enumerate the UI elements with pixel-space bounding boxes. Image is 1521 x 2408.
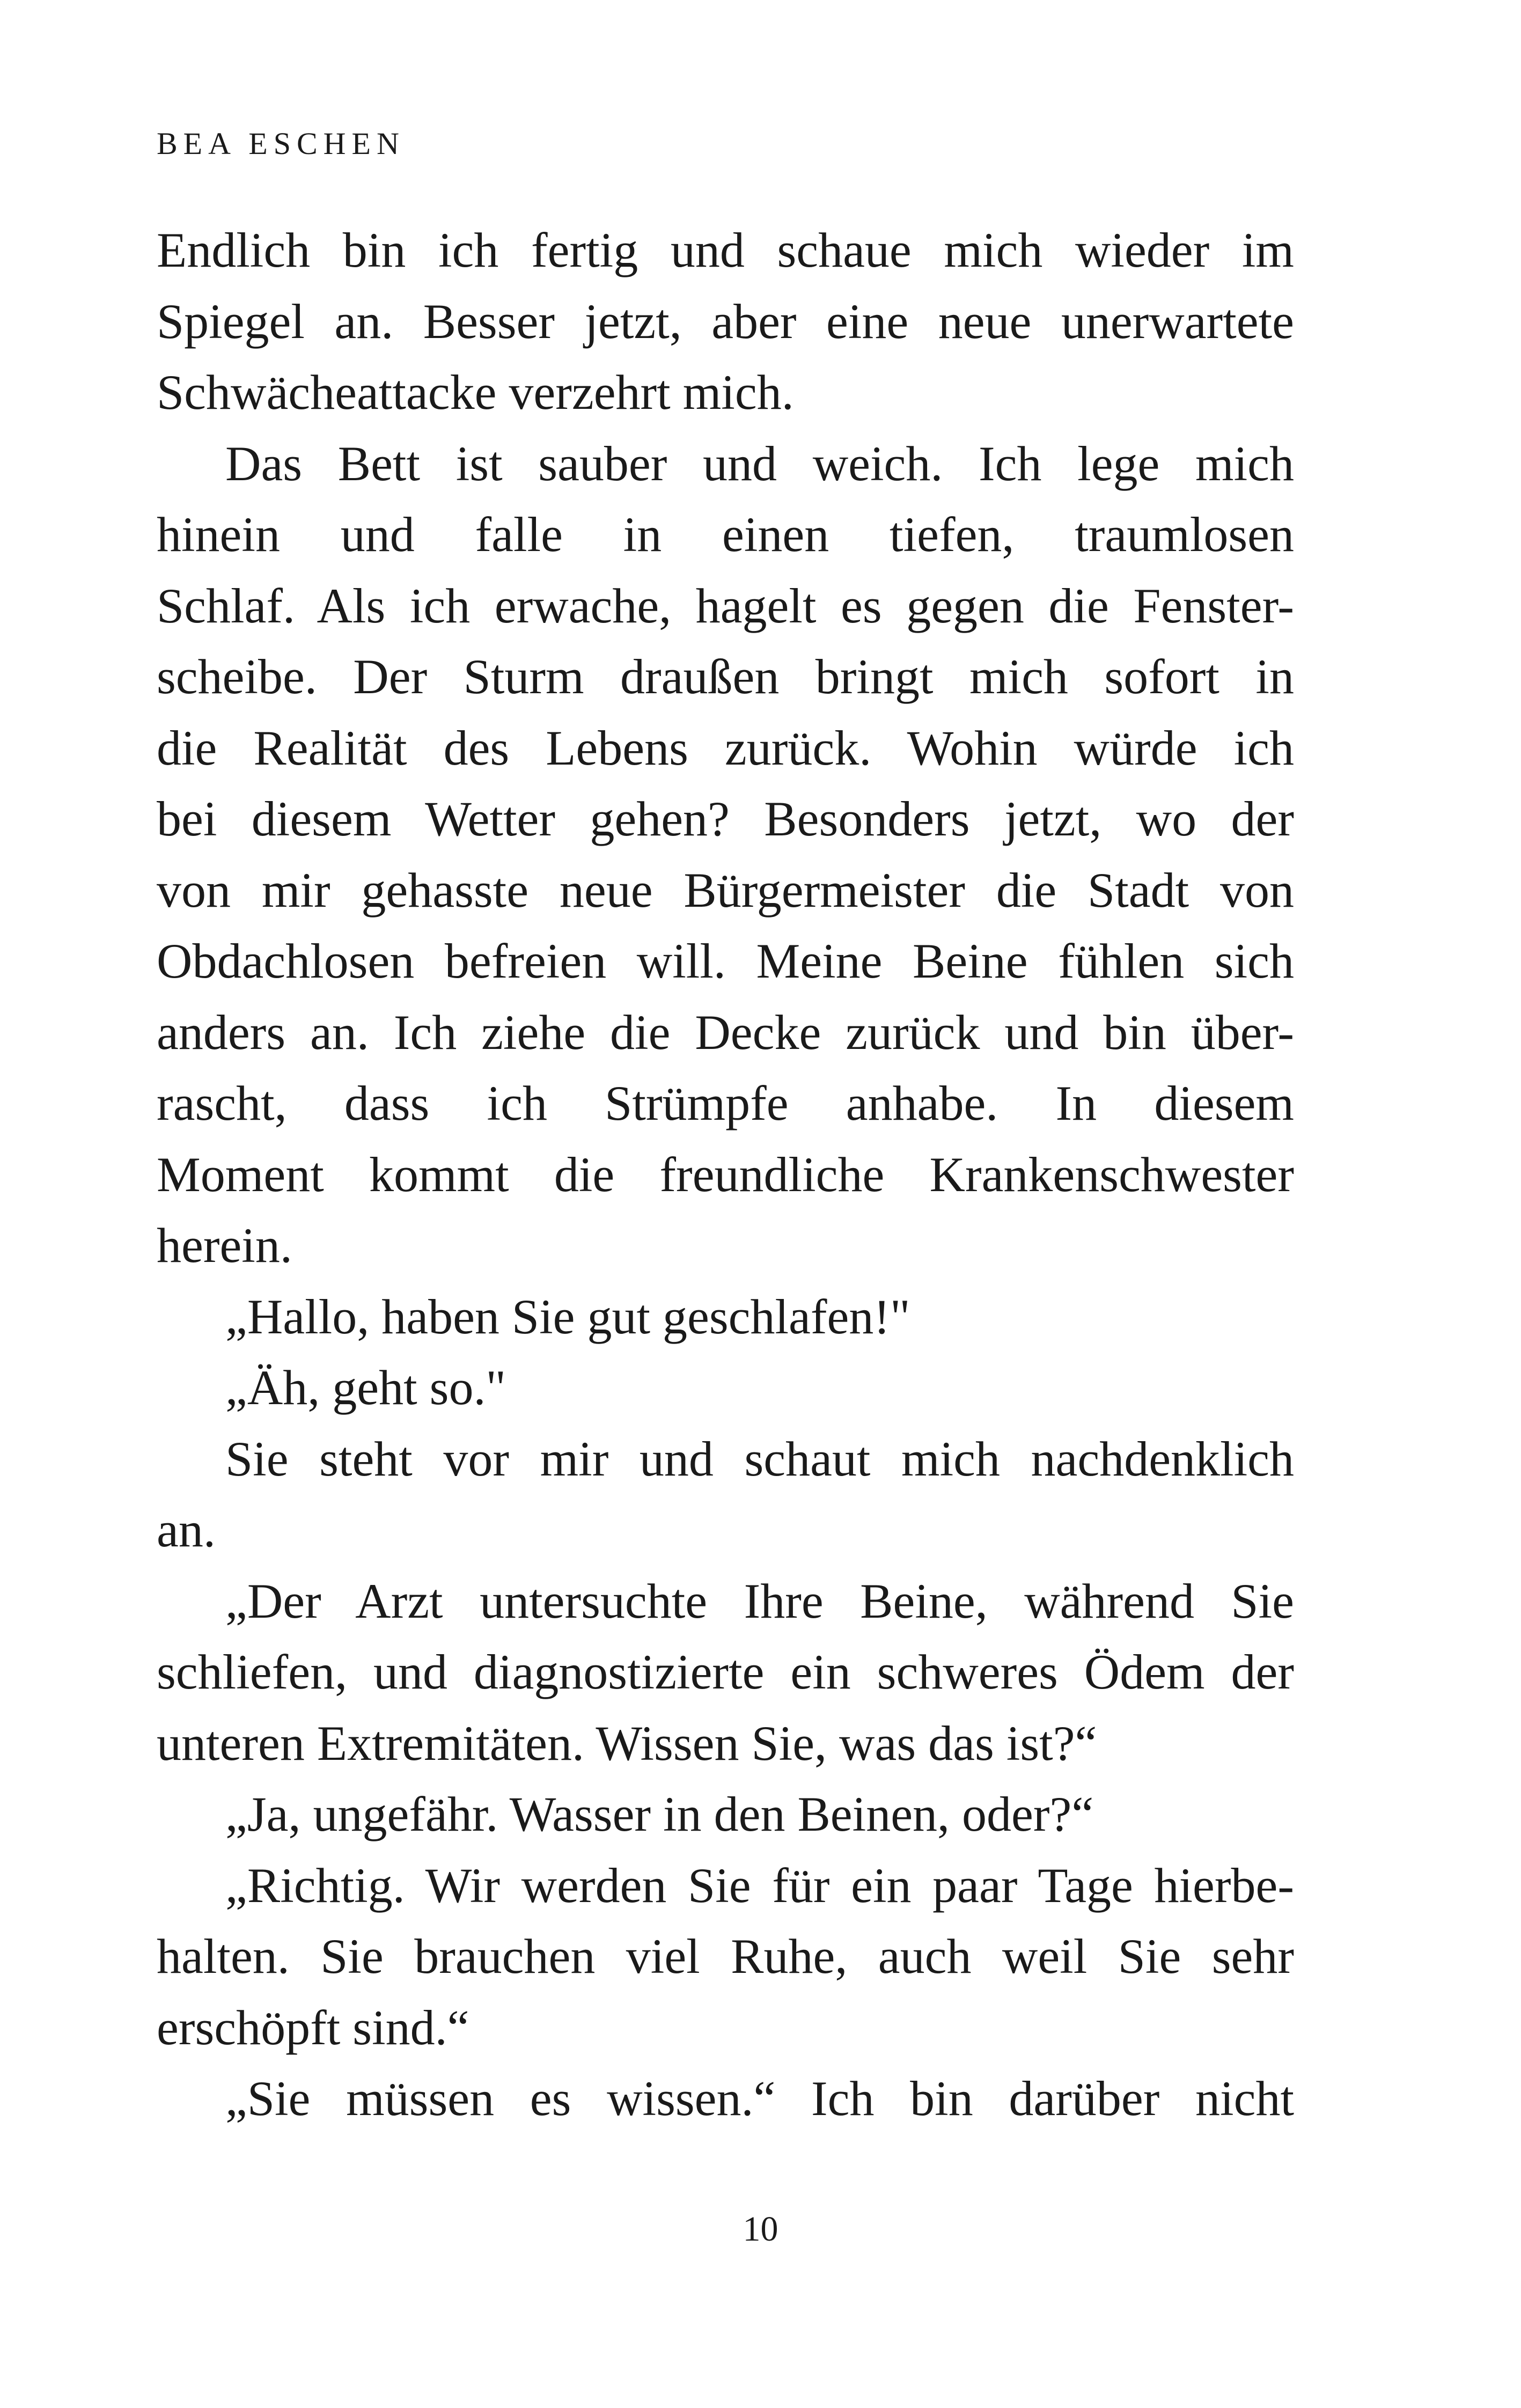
page-number: 10 xyxy=(743,2209,778,2249)
text-line: „Der Arzt untersuchte Ihre Beine, während Sie xyxy=(225,1573,1294,1628)
text-line: halten. Sie brauchen viel Ruhe, auch weil Sie sehr xyxy=(157,1929,1294,1984)
text-line: die Realität des Lebens zurück. Wohin würde ich xyxy=(157,720,1294,775)
text-line: Endlich bin ich fertig und schaue mich wieder im xyxy=(157,223,1294,277)
text-line: Sie steht vor mir und schaut mich nachdenklich xyxy=(225,1431,1294,1486)
text-line: „Ja, ungefähr. Wasser in den Beinen, oder?“ xyxy=(225,1787,1094,1841)
text-line: anders an. Ich ziehe die Decke zurück und bin über- xyxy=(157,1004,1294,1060)
text-line: Das Bett ist sauber und weich. Ich lege mich xyxy=(225,436,1294,491)
text-line: bei diesem Wetter gehen? Besonders jetzt, wo der xyxy=(157,791,1294,846)
text-line: hinein und falle in einen tiefen, traumlosen xyxy=(157,507,1294,562)
text-line: herein. xyxy=(157,1218,292,1273)
text-line: „Hallo, haben Sie gut geschlafen!" xyxy=(225,1289,910,1344)
text-line: „Richtig. Wir werden Sie für ein paar Tage hierbe- xyxy=(225,1858,1294,1913)
text-line: Obdachlosen befreien will. Meine Beine fühlen sich xyxy=(157,934,1294,988)
body-text xyxy=(157,215,1294,2134)
text-line: Spiegel an. Besser jetzt, aber eine neue unerwartete xyxy=(157,293,1294,349)
text-line: rascht, dass ich Strümpfe anhabe. In diesem xyxy=(157,1076,1294,1130)
text-line: an. xyxy=(157,1502,216,1557)
text-line: „Sie müssen es wissen.“ Ich bin darüber nicht xyxy=(225,2071,1294,2126)
text-line: erschöpft sind.“ xyxy=(157,2000,469,2055)
text-line: unteren Extremitäten. Wissen Sie, was das ist?“ xyxy=(157,1715,1097,1771)
text-line: scheibe. Der Sturm draußen bringt mich sofort in xyxy=(157,649,1294,704)
text-line: „Äh, geht so." xyxy=(225,1360,506,1415)
text-line: Schwächeattacke verzehrt mich. xyxy=(157,365,794,420)
text-line: schliefen, und diagnostizierte ein schweres Ödem der xyxy=(157,1645,1294,1699)
text-line: Schlaf. Als ich erwache, hagelt es gegen die Fenster- xyxy=(157,578,1294,633)
running-header-author: BEA ESCHEN xyxy=(157,126,405,161)
text-line: von mir gehasste neue Bürgermeister die Stadt von xyxy=(157,862,1294,917)
text-line: Moment kommt die freundliche Krankenschwester xyxy=(157,1147,1294,1202)
